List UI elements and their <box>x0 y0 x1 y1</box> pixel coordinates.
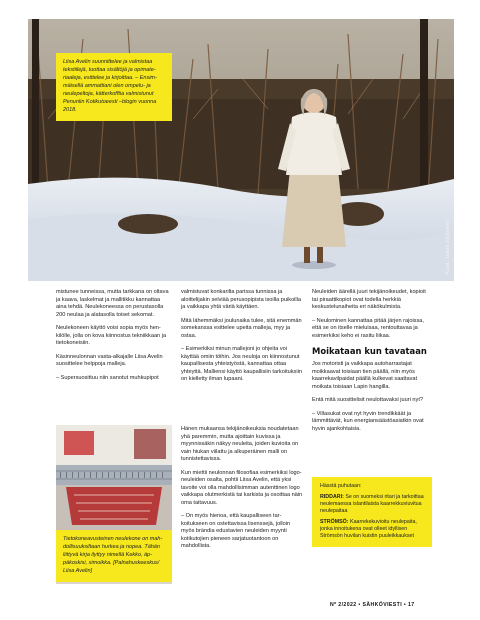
text-column-1 <box>56 289 172 388</box>
photo-credit: Kuva: Jaana Vilpponen <box>445 219 451 275</box>
text-column-3 <box>312 289 432 439</box>
footer-separator: • <box>403 602 408 608</box>
paragraph: valmistuvat konkarilta parissa tunnissa ja aloittelijakin selviää perusopipista isoilla puikoilla ja vaikkapa yhtä väriä käyttäen. <box>181 289 302 310</box>
factbox-title: Hässtä puhutaan: <box>320 483 362 489</box>
text-column-2-bottom <box>181 426 303 557</box>
paragraph: Käsinneulonnan vasta-alkajalle Liisa Avelin suosittelee helppoja malleja. <box>56 353 163 367</box>
paragraph: Neuleiden äärellä juuri tekijänoikeudet, kopioit tai piraattikopiot ovat todella herkkiä keskustelunaiheita eri näkökulmista. <box>312 289 426 310</box>
paragraph: – Supersuosittuu niin sanotut muhkupipot <box>56 374 159 381</box>
paragraph: – On myös hienoa, että kaupalliseen tarkoitukseen on ostettavissa lisenssejä, jolloin myös brändia edustavien neuleiden myynti kotikutojien pieneen sarjatuotantoon on mahdollista. <box>181 513 291 549</box>
paragraph: Neulekoneen käyttö voisi sopia myös henkilölle, jolla on kova kiinnostus tekniikkaan ja tietokoneisiin. <box>56 325 167 346</box>
factbox-definition: Se on suomeksi ritari ja tarkoittaa neulemaessa islantilaista kaarrekkuviuvitua neulepaitaa <box>320 494 424 514</box>
footer-separator: • <box>358 602 363 608</box>
paragraph: Entä mitä suosittelisit neulottavaksi juuri nyt? <box>312 397 423 403</box>
factbox-definition: Kaarrekekuvioitu neulepaita, jonka innoitukena ovat olleet idyllisen Strömsön huvilan kuistin puuleikkaukset <box>320 519 417 539</box>
section-subheading: Moikataan kun tavataan <box>312 346 427 356</box>
factbox-term: STRÖMSÖ: <box>320 519 349 525</box>
factbox-item <box>320 519 424 540</box>
paragraph: Mitä lähemmäksi joulunaika tulee, sitä enemmän somekanssa esittelee upeita malleja, myy ja ostaa. <box>181 317 302 339</box>
magazine-name: SÄHKÖVIESTI <box>362 602 403 608</box>
photo-caption: Liisa Avelin suunnittelee ja valmistaa tekstiilejä, tuottaa sisältöjä ja opimateriaaleja, esittelee ja kirjoittaa. – Ensimmäisellä ammattiani olen ompelu- ja neulepeltoja, kätterkofftia valmistunut Penunlin Kotikutoeesti –blogin vuonna 2018. <box>56 53 172 121</box>
page-footer <box>330 602 415 608</box>
glossary-factbox <box>312 477 432 547</box>
knitting-photo-caption: Tietokoneavusteinen neulekone on mahdollisuuksiltaan hurkea ja nopea. Tähän liittyvä kirja ilyttyy nimellä Kekko, äppäkoskisi, ximoikka. [Palnahuskeeskus/ Liisa Avelin] <box>56 530 172 582</box>
paragraph: Kun miettii neulonnan filosofiaa esimerkiksi logo-neuleiden osalta, pohtii Liisa Avelin, että yksi tavoite voi olla mahdollisimman autenttinen logo vaikkapa olutmerkistä tai karkista ja osoittaa näin oma taitavuus. <box>181 469 303 506</box>
factbox-term: RIDDARI: <box>320 494 344 500</box>
factbox-item <box>320 494 424 515</box>
paragraph: mistunee tunneissa, mutta tarkkana on oltava ja kaava, laskelmat ja mallitikku kannattaa aina tehdä. Neulekoneessa on perustasolla 200 neulaa ja alatasolla toiset sekomat. <box>56 289 169 318</box>
paragraph: Hänen mukaansa tekijänoikeuksia noudatetaan yhä paremmin, mutta ajoittain kuvissa ja myynnissäkin näkyy neuleita, joiden kuvioita on vain hiukan viilattu ja alkuperäinen malli on tunnistettavissa. <box>181 426 299 462</box>
paragraph: – Neulominen kannattaa pitää järjen rajoissa, että se on itselle mieluisaa, rentouttavaa ja esimerkiksi keho ei rasitu liikaa. <box>312 317 424 339</box>
paragraph: – Esimerkiksi minun mallejoni jo ohjeita voi käyttää omiin töihin. Jos neuloja on kiinnostunut kaupallisesta yhteistyöstä, kannattaa ottaa yhteyttä. Malliensi käyttö kaupallisiin tarkoituksiin on kielletty ilman lupaani. <box>181 346 302 382</box>
text-column-2-top <box>181 289 303 390</box>
page-number: 17 <box>407 602 415 608</box>
paragraph: – Villasukat ovat nyt hyvin trendikkäät ja lämmittävät, kun energiansäästöasiatkin ovat hyvin ajankohtaisia. <box>312 410 424 432</box>
paragraph: Jos motoristi ja vaikkapa autoharrastajat moikkaavat toisiaan tien päällä, niin myös kaarrekavilpaidat päällä kulkevat saattavat moikata toisiaan Lapin hangilla. <box>312 361 418 390</box>
issue-number: Nº 2/2022 <box>330 602 357 608</box>
